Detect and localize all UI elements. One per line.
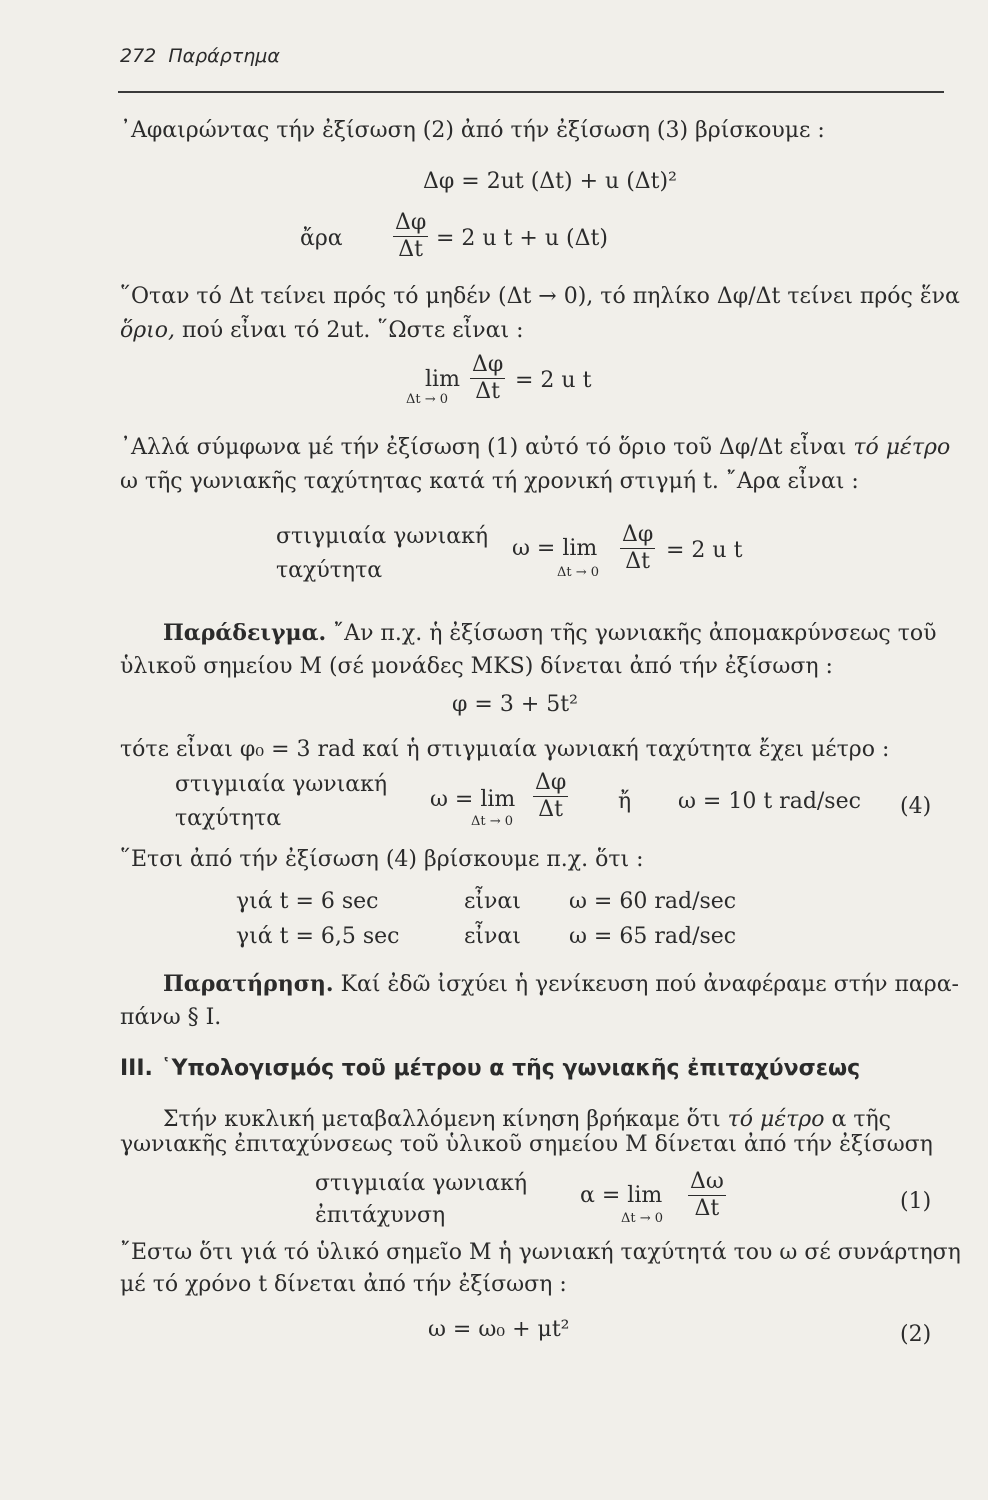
- running-title: Παράρτημα: [168, 45, 280, 67]
- limit-subscript: Δt → 0: [621, 1211, 664, 1226]
- remark-label: Παρατήρηση.: [163, 971, 334, 997]
- paragraph-6-line-2: γωνιακῆς ἐπιταχύνσεως τοῦ ὑλικοῦ σημείου Μ δίνεται ἀπό τήν ἐξίσωση: [120, 1132, 933, 1157]
- paragraph-5: ῞Ετσι ἀπό τήν ἐξίσωση (4) βρίσκουμε π.χ. ὅτι :: [120, 847, 644, 872]
- value-row-1-verb: εἶναι: [464, 889, 521, 914]
- limit-subscript: Δt → 0: [406, 392, 449, 407]
- equation-7-fraction: [688, 1169, 726, 1222]
- italic-term: τό μέτρο: [853, 435, 951, 460]
- italic-term: τό μέτρο: [727, 1107, 825, 1132]
- equation-4-rest: = 2 u t: [666, 538, 743, 563]
- equation-5: φ = 3 + 5t²: [452, 692, 578, 717]
- section-heading: [120, 1056, 860, 1081]
- section-title: ῾Υπολογισμός τοῦ μέτρου α τῆς γωνιακῆς ἐπιταχύνσεως: [160, 1056, 861, 1081]
- paragraph-2-line-2: ὅριο, πού εἶναι τό 2ut. ῞Ωστε εἶναι :: [120, 318, 524, 343]
- equation-6-number: (4): [900, 794, 932, 819]
- fraction-numerator: Δω: [690, 1169, 724, 1194]
- example-label: Παράδειγμα.: [163, 620, 327, 646]
- value-row-1-condition: γιά t = 6 sec: [236, 889, 379, 914]
- equation-7-label-top: στιγμιαία γωνιακή: [315, 1171, 528, 1196]
- remark-line-2: πάνω § I.: [120, 1005, 222, 1030]
- fraction-numerator: Δφ: [622, 522, 654, 547]
- equation-6-lhs: ω = lim: [430, 787, 516, 812]
- equation-7-label-bottom: ἐπιτάχυνση: [315, 1203, 446, 1228]
- paragraph-3-line-2: ω τῆς γωνιακῆς ταχύτητας κατά τή χρονική στιγμή t. ῎Αρα εἶναι :: [120, 469, 859, 494]
- limit-subscript: Δt → 0: [471, 814, 514, 829]
- header-rule: [118, 91, 944, 93]
- limit-subscript: Δt → 0: [557, 565, 600, 580]
- value-row-2-condition: γιά t = 6,5 sec: [236, 924, 400, 949]
- equation-8-number: (2): [900, 1322, 932, 1347]
- value-row-1-value: ω = 60 rad/sec: [569, 889, 737, 914]
- equation-2-lead: ἄρα: [300, 226, 343, 251]
- equation-7-number: (1): [900, 1189, 932, 1214]
- limit-operator: lim: [425, 367, 460, 392]
- equation-6-fraction: [533, 770, 568, 823]
- fraction-numerator: Δφ: [472, 352, 504, 377]
- fraction-numerator: Δφ: [535, 770, 567, 795]
- equation-6-label-bottom: ταχύτητα: [175, 806, 282, 831]
- fraction-denominator: Δt: [538, 797, 564, 822]
- value-row-2-verb: εἶναι: [464, 924, 521, 949]
- page-header: [120, 45, 280, 67]
- paragraph-6-line-1: Στήν κυκλική μεταβαλλόμενη κίνηση βρήκαμε ὅτι τό μέτρο α τῆς: [163, 1107, 891, 1132]
- paragraph-7-line-2: μέ τό χρόνο t δίνεται ἀπό τήν ἐξίσωση :: [120, 1272, 567, 1297]
- paragraph-1: ᾿Αφαιρώντας τήν ἐξίσωση (2) ἀπό τήν ἐξίσωση (3) βρίσκουμε :: [120, 118, 825, 143]
- italic-term: ὅριο,: [120, 318, 176, 343]
- paragraph-3-line-1: ᾿Αλλά σύμφωνα μέ τήν ἐξίσωση (1) αὐτό τό ὅριο τοῦ Δφ/Δt εἶναι τό μέτρο: [120, 435, 951, 460]
- equation-3-fraction: [470, 352, 505, 405]
- paragraph-7-line-1: ῎Εστω ὅτι γιά τό ὑλικό σημεῖο Μ ἡ γωνιακή ταχύτητά του ω σέ συνάρτηση: [120, 1240, 961, 1265]
- equation-4-lhs: ω = lim: [512, 536, 598, 561]
- equation-6-or: ἤ: [618, 789, 632, 814]
- equation-4-label-top: στιγμιαία γωνιακή: [276, 524, 489, 549]
- paragraph-4: τότε εἶναι φ₀ = 3 rad καί ἡ στιγμιαία γωνιακή ταχύτητα ἔχει μέτρο :: [120, 737, 890, 762]
- fraction-denominator: Δt: [475, 379, 501, 404]
- page-number: 272: [120, 45, 157, 67]
- example-line-2: ὑλικοῦ σημείου Μ (σέ μονάδες MKS) δίνεται ἀπό τήν ἐξίσωση :: [120, 654, 833, 679]
- equation-1: Δφ = 2ut (Δt) + u (Δt)²: [423, 169, 677, 194]
- paragraph-2-line-1: ῞Οταν τό Δt τείνει πρός τό μηδέν (Δt → 0), τό πηλίκο Δφ/Δt τείνει πρός ἕνα: [120, 284, 960, 309]
- equation-4-fraction: [620, 522, 655, 575]
- fraction-numerator: Δφ: [395, 210, 427, 235]
- equation-6-label-top: στιγμιαία γωνιακή: [175, 772, 388, 797]
- remark-line-1: Παρατήρηση. Καί ἐδῶ ἰσχύει ἡ γενίκευση πού ἀναφέραμε στήν παρα-: [163, 971, 959, 997]
- fraction-denominator: Δt: [694, 1196, 720, 1221]
- equation-6-result: ω = 10 t rad/sec: [678, 789, 861, 814]
- equation-7-lhs: α = lim: [580, 1183, 663, 1208]
- fraction-denominator: Δt: [398, 237, 424, 262]
- equation-8: ω = ω₀ + μt²: [428, 1317, 570, 1342]
- equation-4-label-bottom: ταχύτητα: [276, 558, 383, 583]
- equation-2-rest: = 2 u t + u (Δt): [436, 226, 608, 251]
- value-row-2-value: ω = 65 rad/sec: [569, 924, 737, 949]
- fraction-denominator: Δt: [625, 549, 651, 574]
- section-number: III.: [120, 1056, 153, 1081]
- equation-3-rest: = 2 u t: [515, 368, 592, 393]
- equation-2-fraction: [393, 210, 428, 263]
- example-line-1: Παράδειγμα. ῎Αν π.χ. ἡ ἐξίσωση τῆς γωνιακῆς ἀπομακρύνσεως τοῦ: [163, 620, 937, 646]
